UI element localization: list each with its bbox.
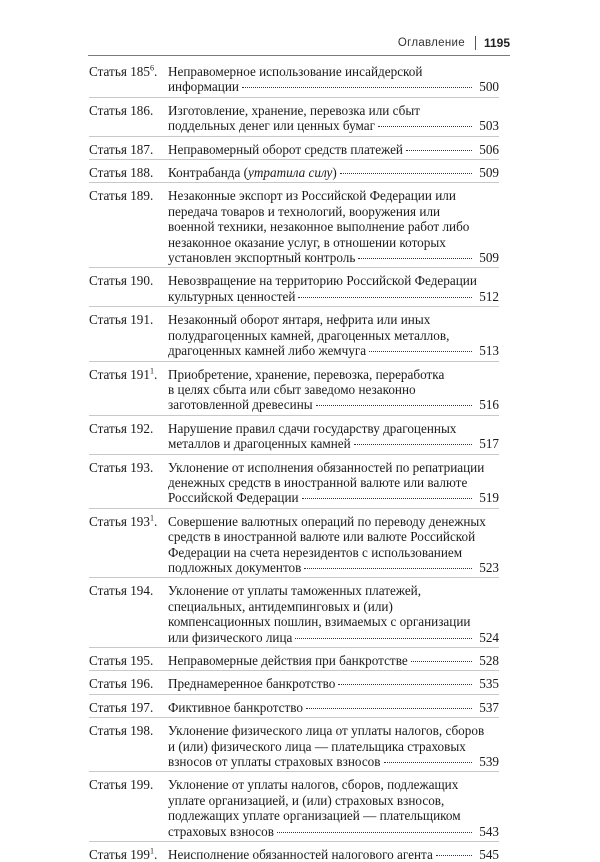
- article-label: Статья 192.: [89, 420, 154, 436]
- page-number: 506: [479, 141, 499, 157]
- title-line: информации: [168, 79, 239, 95]
- entry-divider: [89, 361, 499, 362]
- toc-entry[interactable]: [89, 312, 499, 358]
- title-line: средств в иностранной валюте или валюте Российской: [168, 529, 476, 545]
- toc-entry[interactable]: [89, 653, 499, 668]
- article-label: Статья 189.: [89, 188, 154, 204]
- article-title: [168, 777, 499, 839]
- title-line: денежных средств в иностранной валюте или валюте: [168, 474, 468, 490]
- entry-divider: [89, 577, 499, 578]
- title-last-line: [168, 653, 499, 668]
- toc-entry[interactable]: [89, 421, 499, 452]
- page-number: 513: [479, 343, 499, 359]
- page-number: 517: [479, 436, 499, 452]
- title-line: Контрабанда (утратила силу): [168, 165, 337, 181]
- page-number: 500: [479, 79, 499, 95]
- title-last-line: [168, 250, 499, 265]
- table-of-contents: [89, 64, 499, 862]
- dot-leader: [378, 126, 472, 127]
- title-line: взносов от уплаты страховых взносов: [168, 754, 381, 770]
- page-number: 543: [479, 823, 499, 839]
- article-title: [168, 583, 499, 645]
- header-title: Оглавление: [397, 37, 465, 49]
- title-line: Приобретение, хранение, перевозка, переработка: [168, 366, 445, 382]
- article-title: [168, 514, 499, 576]
- entry-divider: [89, 182, 499, 183]
- page-number: 509: [479, 250, 499, 266]
- toc-entry[interactable]: [89, 273, 499, 304]
- toc-entry[interactable]: [89, 723, 499, 769]
- article-title: [168, 847, 499, 862]
- title-line: Уклонение от уплаты таможенных платежей,: [168, 583, 422, 599]
- title-line: Российской Федерации: [168, 490, 299, 506]
- article-label: Статья 188.: [89, 165, 154, 181]
- toc-entry[interactable]: [89, 777, 499, 839]
- article-title: [168, 188, 499, 265]
- header-rule: [88, 55, 510, 56]
- entry-divider: [89, 508, 499, 509]
- title-last-line: [168, 754, 499, 769]
- title-line: Неправомерные действия при банкротстве: [168, 653, 408, 668]
- dot-leader: [338, 684, 472, 685]
- article-label: Статья 193.: [89, 459, 154, 475]
- header-page-number: 1195: [483, 36, 510, 50]
- page-number: 512: [479, 288, 499, 304]
- article-superscript: 6: [149, 63, 154, 73]
- title-line: заготовленной древесины: [168, 397, 313, 413]
- title-last-line: [168, 79, 499, 94]
- article-label: Статья 191.: [89, 312, 154, 328]
- toc-entry[interactable]: [89, 103, 499, 134]
- dot-leader: [369, 351, 472, 352]
- title-line: поддельных денег или ценных бумаг: [168, 118, 376, 134]
- title-line: передача товаров и технологий, вооружения или: [168, 203, 441, 219]
- page-number: 519: [479, 490, 499, 506]
- title-line: Совершение валютных операций по переводу денежных: [168, 513, 486, 529]
- dot-leader: [384, 762, 472, 763]
- entry-divider: [89, 717, 499, 718]
- article-label: Статья 186.: [89, 102, 154, 118]
- article-label: Статья $185^6$.: [89, 63, 158, 79]
- article-label: Статья $199^1$.: [89, 846, 158, 862]
- toc-entry[interactable]: [89, 847, 499, 862]
- article-label: Статья $193^1$.: [89, 513, 158, 529]
- title-line: Неправомерное использование инсайдерской: [168, 64, 423, 79]
- entry-divider: [89, 670, 499, 671]
- title-line: Федерации на счета нерезидентов с использованием: [168, 544, 463, 560]
- title-line: Фиктивное банкротство: [168, 699, 304, 715]
- page-number: 523: [479, 559, 499, 575]
- article-title: [168, 142, 499, 157]
- title-last-line: [168, 397, 499, 412]
- entry-divider: [89, 267, 499, 268]
- title-line: военной техники, незаконное выполнение работ либо: [168, 219, 470, 235]
- header-separator: [475, 36, 476, 50]
- article-title: [168, 103, 499, 134]
- page-number: 503: [479, 118, 499, 134]
- entry-divider: [89, 841, 499, 842]
- title-line: Уклонение от уплаты налогов, сборов, подлежащих: [168, 777, 459, 793]
- title-line: уплате организацией, и (или) страховых взносов,: [168, 792, 445, 808]
- dot-leader: [406, 150, 472, 151]
- article-title: [168, 653, 499, 668]
- article-label: Статья 194.: [89, 583, 154, 599]
- dot-leader: [277, 832, 472, 833]
- title-line: установлен экспортный контроль: [168, 250, 356, 266]
- page-number: 528: [479, 653, 499, 668]
- dot-leader: [358, 258, 472, 259]
- title-line: Неисполнение обязанностей налогового агента: [168, 847, 433, 862]
- dot-leader: [302, 498, 472, 499]
- entry-divider: [89, 159, 499, 160]
- title-last-line: [168, 700, 499, 715]
- toc-entry[interactable]: [89, 460, 499, 506]
- toc-entry[interactable]: [89, 676, 499, 691]
- title-last-line: [168, 289, 499, 304]
- article-title: [168, 723, 499, 769]
- article-label: Статья $191^1$.: [89, 366, 158, 382]
- title-line: культурных ценностей: [168, 288, 296, 304]
- dot-leader: [411, 661, 472, 662]
- entry-divider: [89, 306, 499, 307]
- title-last-line: [168, 165, 499, 180]
- article-title: [168, 421, 499, 452]
- entry-divider: [89, 694, 499, 695]
- article-label: Статья 197.: [89, 699, 154, 715]
- title-last-line: [168, 490, 499, 505]
- article-title: [168, 367, 499, 413]
- entry-divider: [89, 136, 499, 137]
- article-label: Статья 196.: [89, 676, 154, 692]
- title-line: Уклонение от исполнения обязанностей по репатриации: [168, 459, 485, 475]
- page-number: 539: [479, 754, 499, 770]
- running-header: [86, 34, 510, 52]
- dot-leader: [298, 297, 472, 298]
- title-line: полудрагоценных камней, драгоценных металлов,: [168, 327, 450, 343]
- title-line: в целях сбыта или сбыт заведомо незаконно: [168, 381, 416, 397]
- page-number: 516: [479, 397, 499, 413]
- title-line: Уклонение физического лица от уплаты налогов, сборов: [168, 723, 485, 739]
- entry-divider: [89, 771, 499, 772]
- title-line: драгоценных камней либо жемчуга: [168, 343, 367, 359]
- dot-leader: [304, 568, 472, 569]
- article-title: [168, 64, 499, 95]
- title-line: Неправомерный оборот средств платежей: [168, 141, 403, 157]
- title-line: незаконное оказание услуг, в отношении которых: [168, 234, 446, 250]
- title-line: компенсационных пошлин, взимаемых с организации: [168, 614, 471, 630]
- status-note: утратила силу: [248, 165, 333, 181]
- article-title: [168, 165, 499, 180]
- toc-entry[interactable]: [89, 142, 499, 157]
- title-last-line: [168, 676, 499, 691]
- article-label: Статья 199.: [89, 777, 154, 793]
- article-title: [168, 273, 499, 304]
- title-last-line: [168, 630, 499, 645]
- dot-leader: [295, 638, 472, 639]
- title-last-line: [168, 142, 499, 157]
- article-superscript: 1: [149, 513, 154, 523]
- article-label: Статья 198.: [89, 723, 154, 739]
- article-title: [168, 700, 499, 715]
- title-line: и (или) физического лица — плательщика страховых: [168, 738, 466, 754]
- toc-entry[interactable]: [89, 188, 499, 265]
- title-line: Преднамеренное банкротство: [168, 676, 336, 692]
- article-superscript: 1: [149, 846, 154, 856]
- dot-leader: [340, 173, 472, 174]
- toc-entry[interactable]: [89, 165, 499, 180]
- toc-entry[interactable]: [89, 64, 499, 95]
- title-line: Нарушение правил сдачи государству драгоценных: [168, 420, 457, 436]
- dot-leader: [306, 708, 472, 709]
- page-number: 535: [479, 676, 499, 692]
- title-last-line: [168, 436, 499, 451]
- title-line: Невозвращение на территорию Российской Федерации: [168, 273, 477, 289]
- title-line: подлежащих уплате организацией — плательщиком: [168, 808, 461, 824]
- article-label: Статья 187.: [89, 141, 154, 157]
- title-last-line: [168, 847, 499, 862]
- entry-divider: [89, 454, 499, 455]
- title-line: Изготовление, хранение, перевозка или сбыт: [168, 102, 420, 118]
- title-line: Незаконные экспорт из Российской Федерации или: [168, 188, 456, 204]
- toc-entry[interactable]: [89, 583, 499, 645]
- article-label: Статья 190.: [89, 273, 154, 289]
- title-line: специальных, антидемпинговых и (или): [168, 598, 393, 614]
- title-line: Незаконный оборот янтаря, нефрита или иных: [168, 312, 431, 328]
- article-title: [168, 460, 499, 506]
- article-superscript: 1: [149, 366, 154, 376]
- page-number: 509: [479, 165, 499, 181]
- page-number: 524: [479, 629, 499, 645]
- toc-entry[interactable]: [89, 700, 499, 715]
- dot-leader: [354, 444, 472, 445]
- dot-leader: [242, 87, 472, 88]
- dot-leader: [436, 855, 472, 856]
- entry-divider: [89, 647, 499, 648]
- toc-entry[interactable]: [89, 367, 499, 413]
- title-line: страховых взносов: [168, 823, 274, 839]
- title-last-line: [168, 118, 499, 133]
- page-number: 537: [479, 699, 499, 715]
- entry-divider: [89, 415, 499, 416]
- title-last-line: [168, 824, 499, 839]
- toc-entry[interactable]: [89, 514, 499, 576]
- article-label: Статья 195.: [89, 653, 154, 668]
- title-line: или физического лица: [168, 629, 293, 645]
- article-title: [168, 312, 499, 358]
- title-last-line: [168, 343, 499, 358]
- article-title: [168, 676, 499, 691]
- title-last-line: [168, 560, 499, 575]
- page-number: 545: [479, 847, 499, 862]
- dot-leader: [316, 405, 472, 406]
- entry-divider: [89, 97, 499, 98]
- title-line: подложных документов: [168, 559, 302, 575]
- title-line: металлов и драгоценных камней: [168, 436, 351, 452]
